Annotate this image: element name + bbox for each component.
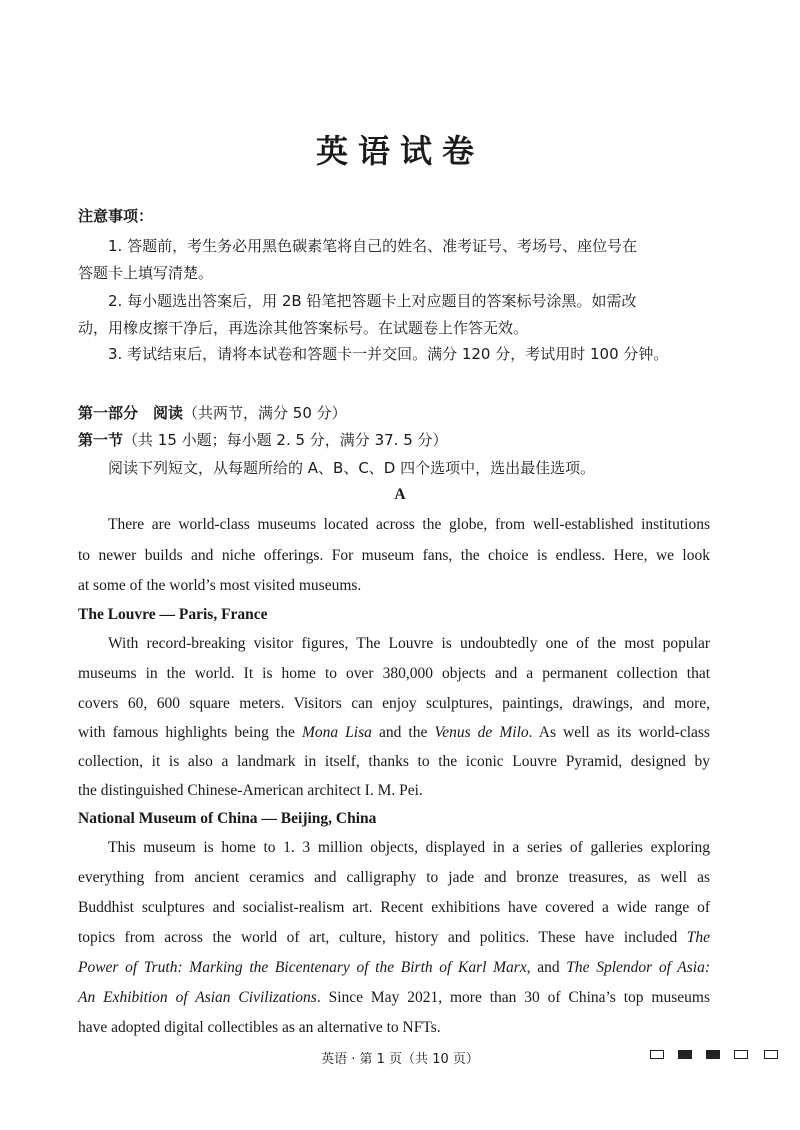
splendor-of-asia-title: The Splendor of Asia: [566,959,710,976]
china-line-6-b: . Since May 2021, more than 30 of China’s top museums [316,989,710,1006]
section-heading-rest: （共 15 小题；每小题 2. 5 分，满分 37. 5 分） [123,431,448,449]
section-heading-bold: 第一节 [78,431,124,449]
notice-item-3: 3. 考试结束后，请将本试卷和答题卡一并交回。满分 120 分，考试用时 100 分钟。 [108,345,669,363]
china-line-6 [78,988,710,1008]
mark-empty-icon [650,1050,664,1059]
intro-line-1: There are world-class museums located across the globe, from well-established institutions [108,516,710,533]
notice-heading: 注意事项： [78,207,154,225]
passage-label: A [394,486,406,503]
instruction: 阅读下列短文，从每题所给的 A、B、C、D 四个选项中，选出最佳选项。 [108,459,596,477]
louvre-line-3: covers 60, 600 square meters. Visitors can enjoy sculptures, paintings, drawings, and more, [78,695,710,712]
china-heading: National Museum of China — Beijing, China [78,810,377,827]
intro-line-3: at some of the world’s most visited museums. [78,577,362,594]
venus-de-milo-title: Venus de Milo [434,724,529,741]
china-line-7: have adopted digital collectibles as an alternative to NFTs. [78,1019,441,1036]
louvre-line-4-c: . As well as its world-class [528,724,710,741]
louvre-line-4-a: with famous highlights being the [78,724,302,741]
mona-lisa-title: Mona Lisa [301,724,372,741]
louvre-heading: The Louvre — Paris, France [78,606,268,623]
mark-filled-icon [706,1050,720,1059]
intro-line-2: to newer builds and niche offerings. For museum fans, the choice is endless. Here, we look [78,547,710,564]
china-line-2: everything from ancient ceramics and calligraphy to jade and bronze treasures, as well as [78,869,710,886]
china-line-3: Buddhist sculptures and socialist-realism art. Recent exhibitions have covered a wide range of [78,899,710,916]
china-line-4-italic: The [686,929,710,946]
mark-empty-icon [764,1050,778,1059]
louvre-line-4-b: and the [371,724,435,741]
asian-civilizations-title: An Exhibition of Asian Civilizations [78,989,317,1006]
mark-filled-icon [678,1050,692,1059]
page-title: 英语试卷 [315,132,484,170]
notice-item-2b: 动，用橡皮擦干净后，再选涂其他答案标号。在试题卷上作答无效。 [78,319,529,337]
power-of-truth-title: Power of Truth: Marking the Bicentenary of the Birth of Karl Marx [78,959,527,976]
part-heading-rest: （共两节，满分 50 分） [183,404,347,422]
part-heading [78,403,718,423]
china-line-5-b: , and [526,959,567,976]
notice-item-2a: 2. 每小题选出答案后，用 2B 铅笔把答题卡上对应题目的答案标号涂黑。如需改 [108,292,637,310]
china-line-1: This museum is home to 1. 3 million objects, displayed in a series of galleries exploring [108,839,710,856]
mark-empty-icon [734,1050,748,1059]
louvre-line-4 [78,723,710,743]
louvre-line-2: museums in the world. It is home to over 380,000 objects and a permanent collection that [78,665,710,682]
notice-item-1a: 1. 答题前，考生务必用黑色碳素笔将自己的姓名、准考证号、考场号、座位号在 [108,237,638,255]
china-line-4 [78,928,710,948]
china-line-5 [78,958,710,978]
notice-item-1b: 答题卡上填写清楚。 [78,264,214,282]
louvre-line-1: With record-breaking visitor figures, The Louvre is undoubtedly one of the most popular [108,635,710,652]
louvre-line-6: the distinguished Chinese-American architect I. M. Pei. [78,782,423,799]
louvre-line-5: collection, it is also a landmark in itself, thanks to the iconic Louvre Pyramid, designed by [78,753,710,770]
section-heading [78,430,718,450]
part-heading-bold: 第一部分 阅读 [78,404,184,422]
page-footer: 英语 · 第 1 页（共 10 页） [321,1052,479,1067]
china-line-4-a: topics from across the world of art, culture, history and politics. These have included [78,929,687,946]
